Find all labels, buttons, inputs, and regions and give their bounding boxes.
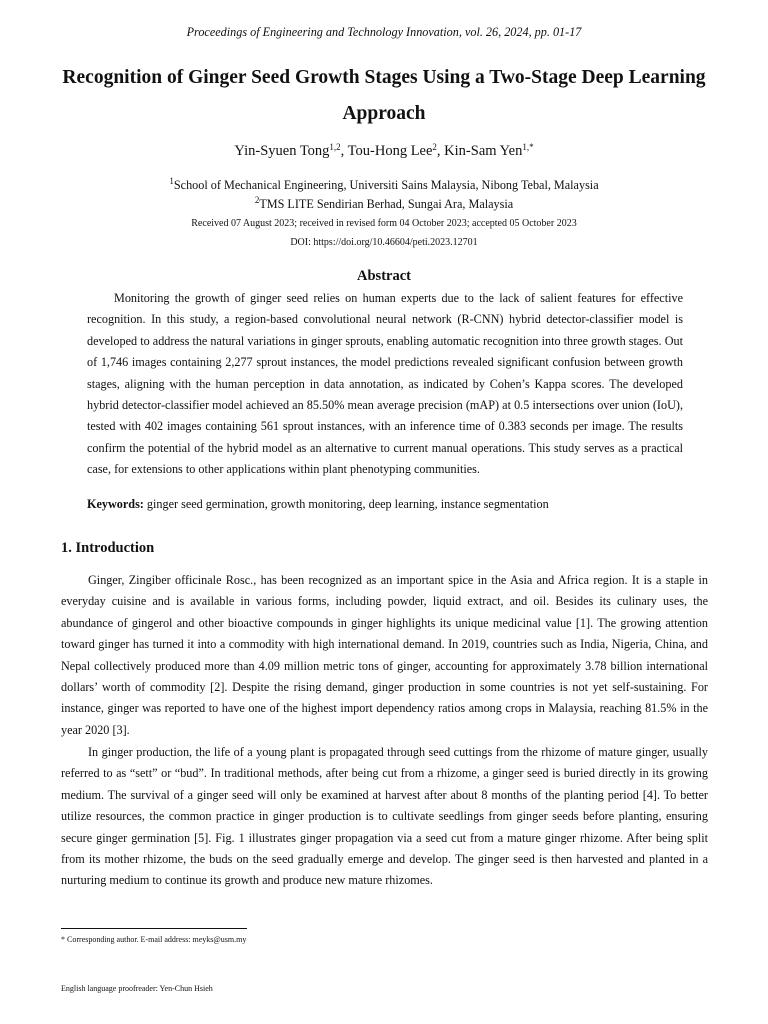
body-paragraph: In ginger production, the life of a young plant is propagated through seed cuttings from the rhizome of mature ginger, usually referred to as “sett” or “bud”. In traditional methods, after being cut from a rhizome, a ginger seed is buried directly in its growing medium. The survival of a ginger seed will only be examined at harvest after about 8 months of the planting period [4]. To better utilize resources, the common practice in ginger production is to cultivate seedlings from ginger seeds before planting, ensuring secure ginger germination [5]. Fig. 1 illustrates ginger propagation via a seed cut from a mature ginger rhizome. After being split from its mother rhizome, the buds on the seed gradually emerge and develop. The ginger seed is then harvested and planted in a nurturing medium to continue its growth and produce new mature rhizomes. (61, 745, 708, 888)
affiliation-text: School of Mechanical Engineering, Universiti Sains Malaysia, Nibong Tebal, Malaysia (173, 178, 599, 192)
affiliation-mark: 1 (169, 176, 174, 186)
doi-link[interactable]: DOI: https://doi.org/10.46604/peti.2023.12701 (290, 237, 478, 248)
received-dates: Received 07 August 2023; received in revised form 04 October 2023; accepted 05 October 2023 (191, 218, 577, 229)
affiliation-text: TMS LITE Sendirian Berhad, Sungai Ara, Malaysia (259, 197, 514, 211)
author-affiliation-mark: 1,* (522, 142, 534, 152)
journal-header: Proceedings of Engineering and Technology Innovation, vol. 26, 2024, pp. 01-17 (186, 25, 582, 39)
abstract-text: Monitoring the growth of ginger seed relies on human experts due to the lack of salient features for effective recognition. In this study, a region-based convolutional neural network (R-CNN) hybrid detector-classifier model is developed to address the natural variations in ginger sprouts, enabling automatic recognition into three growth stages. Out of 1,746 images containing 2,277 sprout instances, the model predictions revealed significant confusion between growth stages, aligning with the human perception in data annotation, as indicated by Cohen’s Kappa scores. The developed hybrid detector-classifier model achieved an 85.50% mean average precision (mAP) at 0.5 intersections over union (IoU), tested with 402 images containing 561 sprout instances, with an inference time of 0.383 seconds per image. The results confirm the potential of the hybrid model as an alternative to current manual operations. This study serves as a practical case, for extensions to other applications within plant phenotyping communities. (87, 291, 683, 477)
author-name: Yin-Syuen Tong (234, 143, 330, 159)
author-separator: , (340, 143, 348, 159)
paper-title: Recognition of Ginger Seed Growth Stages Using a Two-Stage Deep Learning Approach (62, 67, 706, 124)
author-separator: , (436, 143, 445, 159)
author-list (0, 142, 768, 160)
keywords-line (87, 497, 687, 512)
author-name: Tou-Hong Lee (347, 143, 433, 159)
section-heading-introduction: 1. Introduction (61, 540, 155, 556)
affiliation-1 (0, 176, 768, 193)
proofreader-note: English language proofreader: Yen-Chun Hsieh (61, 984, 213, 993)
author-affiliation-mark: 2 (432, 142, 437, 152)
abstract-heading: Abstract (357, 268, 411, 284)
body-paragraph: Ginger, Zingiber officinale Rosc., has been recognized as an important spice in the Asia and Africa region. It is a staple in everyday cuisine and is available in various forms, including powder, liquid extract, and oil. Besides its culinary uses, the abundance of gingerol and other bioactive compounds in ginger highlights its unique medicinal value [1]. The growing attention toward ginger has turned it into a commodity with high international demand. In 2019, countries such as India, Nigeria, China, and Nepal collectively produced more than 4.09 million metric tons of ginger, accounting for approximately 3.78 billion international dollars’ worth of commodity [2]. Despite the rising demand, ginger production in some countries is not yet self-sustaining. For instance, ginger was reported to have one of the highest import dependency ratios among crops in Malaysia, reaching 81.5% in the year 2020 [3]. (61, 573, 708, 737)
corresponding-author-footnote: * Corresponding author. E-mail address: meyks@usm.my (61, 935, 247, 944)
author-affiliation-mark: 1,2 (329, 142, 341, 152)
affiliation-mark: 2 (254, 195, 260, 205)
affiliation-2 (0, 195, 768, 212)
footnote-divider (61, 928, 247, 929)
keywords-text: ginger seed germination, growth monitoring, deep learning, instance segmentation (143, 497, 549, 511)
author-name: Kin-Sam Yen (444, 143, 523, 159)
keywords-label: Keywords: (87, 497, 144, 511)
